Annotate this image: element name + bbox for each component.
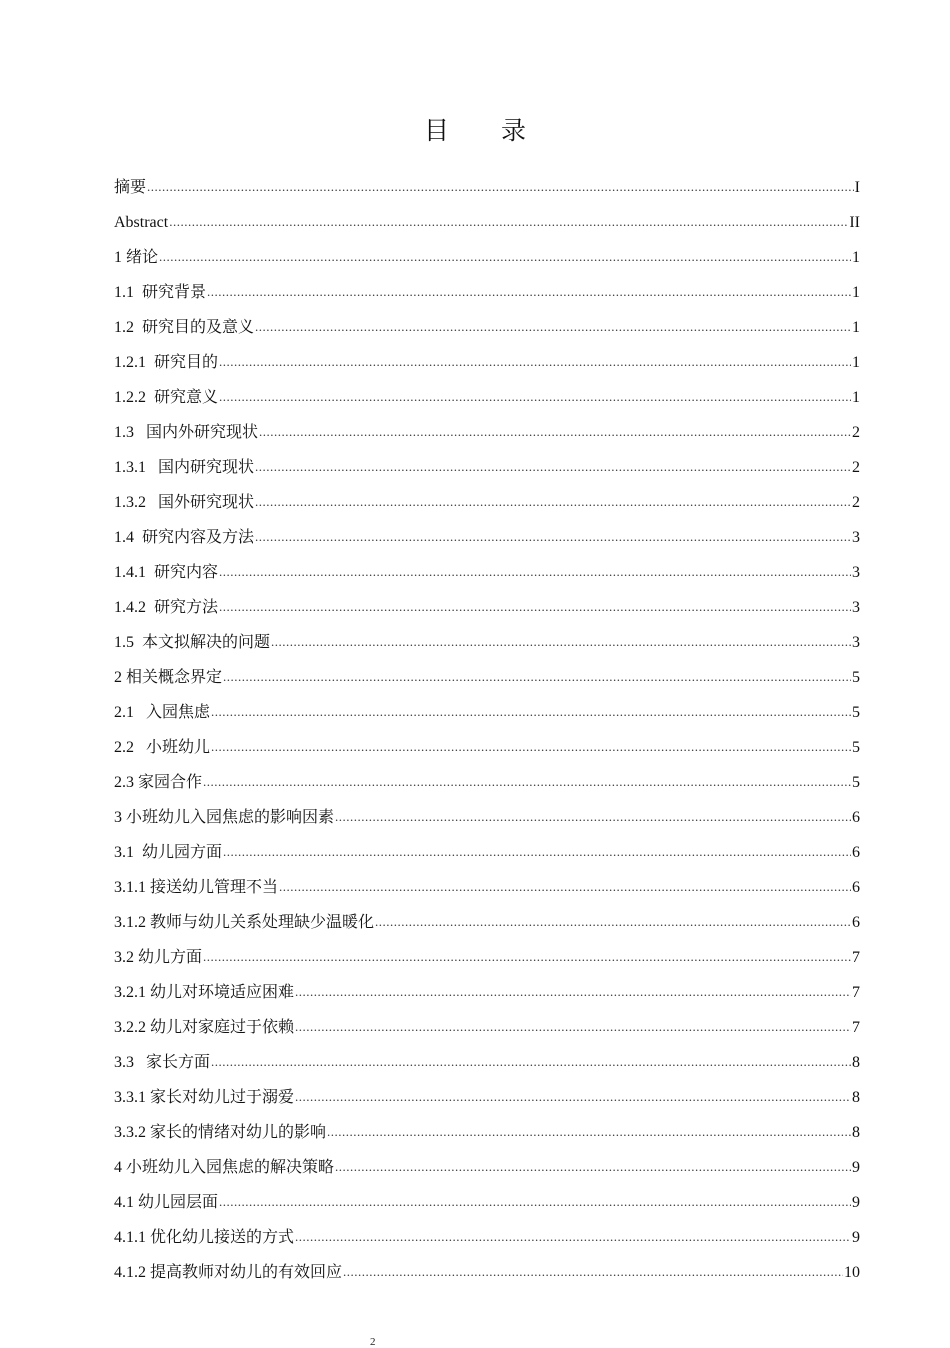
toc-entry[interactable] (114, 975, 860, 1010)
toc-dot-leader (211, 694, 851, 729)
toc-entry-label: 2 相关概念界定 (114, 669, 223, 686)
toc-dot-leader (203, 939, 851, 974)
toc-entry[interactable] (114, 240, 860, 275)
toc-entry[interactable] (114, 660, 860, 695)
toc-entry-page: 9 (852, 1229, 860, 1246)
toc-entry[interactable] (114, 415, 860, 450)
toc-entry-page: 1 (852, 284, 860, 301)
toc-entry[interactable] (114, 1115, 860, 1150)
toc-dot-leader (223, 659, 851, 694)
toc-entry-page: 9 (852, 1159, 860, 1176)
toc-dot-leader (255, 484, 851, 519)
toc-entry[interactable] (114, 205, 860, 240)
toc-entry-label: 3.1 幼儿园方面 (114, 844, 223, 861)
toc-entry-page: 5 (852, 704, 860, 721)
toc-entry[interactable] (114, 1220, 860, 1255)
toc-dot-leader (147, 169, 854, 204)
toc-entry-page: 6 (852, 844, 860, 861)
toc-entry-page: 1 (852, 319, 860, 336)
toc-entry-page: 1 (852, 389, 860, 406)
toc-entry[interactable] (114, 870, 860, 905)
toc-entry-label: 1.4.1 研究内容 (114, 564, 219, 581)
toc-entry[interactable] (114, 1080, 860, 1115)
toc-entry[interactable] (114, 1185, 860, 1220)
toc-entry[interactable] (114, 835, 860, 870)
toc-entry-page: 9 (852, 1194, 860, 1211)
toc-entry-label: 1.4 研究内容及方法 (114, 529, 255, 546)
toc-entry-page: 6 (852, 809, 860, 826)
toc-entry-page: 5 (852, 774, 860, 791)
toc-entry[interactable] (114, 450, 860, 485)
toc-entry[interactable] (114, 170, 860, 205)
toc-entry-page: 1 (852, 354, 860, 371)
table-of-contents (114, 170, 860, 1290)
toc-entry[interactable] (114, 485, 860, 520)
toc-entry-page: 2 (852, 424, 860, 441)
toc-dot-leader (255, 449, 851, 484)
toc-dot-leader (335, 799, 851, 834)
toc-entry[interactable] (114, 905, 860, 940)
toc-entry-page: 3 (852, 599, 860, 616)
toc-entry-label: 4.1.2 提高教师对幼儿的有效回应 (114, 1264, 343, 1281)
toc-entry-page: 7 (852, 984, 860, 1001)
toc-entry-page: 5 (852, 669, 860, 686)
toc-entry-page: 2 (852, 459, 860, 476)
toc-entry-label: 3 小班幼儿入园焦虑的影响因素 (114, 809, 335, 826)
toc-entry-page: 3 (852, 634, 860, 651)
toc-dot-leader (219, 554, 851, 589)
toc-entry-label: 2.3 家园合作 (114, 774, 203, 791)
toc-entry-label: 1.2.2 研究意义 (114, 389, 219, 406)
toc-entry[interactable] (114, 730, 860, 765)
toc-dot-leader (159, 239, 851, 274)
toc-entry-label: 1.3.1 国内研究现状 (114, 459, 255, 476)
toc-dot-leader (295, 974, 851, 1009)
toc-entry-label: 3.3.1 家长对幼儿过于溺爱 (114, 1089, 295, 1106)
toc-entry-page: 6 (852, 914, 860, 931)
toc-entry[interactable] (114, 590, 860, 625)
toc-entry-label: 1 绪论 (114, 249, 159, 266)
toc-entry-label: 1.2.1 研究目的 (114, 354, 219, 371)
toc-entry-page: II (849, 214, 860, 231)
toc-entry[interactable] (114, 1010, 860, 1045)
toc-entry-label: 4.1 幼儿园层面 (114, 1194, 219, 1211)
toc-entry-page: 8 (852, 1089, 860, 1106)
toc-entry-label: 3.1.2 教师与幼儿关系处理缺少温暖化 (114, 914, 375, 931)
toc-entry[interactable] (114, 940, 860, 975)
toc-entry-page: 2 (852, 494, 860, 511)
toc-entry-page: 1 (852, 249, 860, 266)
toc-entry-label: 1.2 研究目的及意义 (114, 319, 255, 336)
toc-dot-leader (219, 1184, 851, 1219)
toc-dot-leader (295, 1219, 851, 1254)
toc-entry[interactable] (114, 345, 860, 380)
toc-entry-label: 3.2.2 幼儿对家庭过于依赖 (114, 1019, 295, 1036)
toc-entry[interactable] (114, 1045, 860, 1080)
toc-entry[interactable] (114, 1255, 860, 1290)
toc-entry-label: 1.3.2 国外研究现状 (114, 494, 255, 511)
toc-entry-label: Abstract (114, 214, 169, 231)
toc-dot-leader (207, 274, 851, 309)
toc-dot-leader (259, 414, 851, 449)
toc-dot-leader (271, 624, 851, 659)
toc-entry-label: 1.5 本文拟解决的问题 (114, 634, 271, 651)
toc-entry[interactable] (114, 555, 860, 590)
toc-entry[interactable] (114, 800, 860, 835)
toc-dot-leader (203, 764, 851, 799)
page-number: 2 (370, 1336, 376, 1348)
toc-entry-label: 3.1.1 接送幼儿管理不当 (114, 879, 279, 896)
toc-entry-page: 8 (852, 1124, 860, 1141)
toc-entry[interactable] (114, 520, 860, 555)
toc-entry-label: 1.3 国内外研究现状 (114, 424, 259, 441)
toc-dot-leader (223, 834, 851, 869)
toc-dot-leader (343, 1254, 843, 1289)
toc-dot-leader (219, 344, 851, 379)
toc-entry[interactable] (114, 625, 860, 660)
toc-entry[interactable] (114, 310, 860, 345)
toc-entry-label: 4.1.1 优化幼儿接送的方式 (114, 1229, 295, 1246)
toc-entry-page: 7 (852, 1019, 860, 1036)
toc-entry-page: 7 (852, 949, 860, 966)
toc-entry-label: 1.1 研究背景 (114, 284, 207, 301)
toc-dot-leader (255, 309, 851, 344)
toc-dot-leader (211, 729, 851, 764)
toc-entry-page: 10 (844, 1264, 860, 1281)
toc-title: 目 录 (424, 116, 548, 145)
toc-entry-page: 3 (852, 529, 860, 546)
toc-dot-leader (335, 1149, 851, 1184)
toc-entry[interactable] (114, 695, 860, 730)
toc-dot-leader (255, 519, 851, 554)
toc-dot-leader (375, 904, 851, 939)
toc-entry[interactable] (114, 275, 860, 310)
toc-entry-page: 3 (852, 564, 860, 581)
toc-entry-label: 2.1 入园焦虑 (114, 704, 211, 721)
toc-entry-label: 3.3 家长方面 (114, 1054, 211, 1071)
toc-entry-page: I (854, 179, 860, 196)
toc-entry-label: 1.4.2 研究方法 (114, 599, 219, 616)
toc-entry-page: 8 (852, 1054, 860, 1071)
toc-entry[interactable] (114, 1150, 860, 1185)
toc-entry-label: 3.2 幼儿方面 (114, 949, 203, 966)
toc-entry-label: 摘要 (114, 179, 147, 196)
toc-entry[interactable] (114, 380, 860, 415)
toc-entry-label: 3.3.2 家长的情绪对幼儿的影响 (114, 1124, 327, 1141)
toc-entry-label: 2.2 小班幼儿 (114, 739, 211, 756)
toc-dot-leader (219, 379, 851, 414)
toc-dot-leader (327, 1114, 851, 1149)
toc-dot-leader (295, 1079, 851, 1114)
toc-dot-leader (279, 869, 851, 904)
toc-dot-leader (295, 1009, 851, 1044)
toc-entry-page: 5 (852, 739, 860, 756)
toc-entry-label: 3.2.1 幼儿对环境适应困难 (114, 984, 295, 1001)
toc-dot-leader (169, 204, 848, 239)
toc-entry-label: 4 小班幼儿入园焦虑的解决策略 (114, 1159, 335, 1176)
toc-entry[interactable] (114, 765, 860, 800)
toc-entry-page: 6 (852, 879, 860, 896)
toc-dot-leader (211, 1044, 851, 1079)
toc-dot-leader (219, 589, 851, 624)
